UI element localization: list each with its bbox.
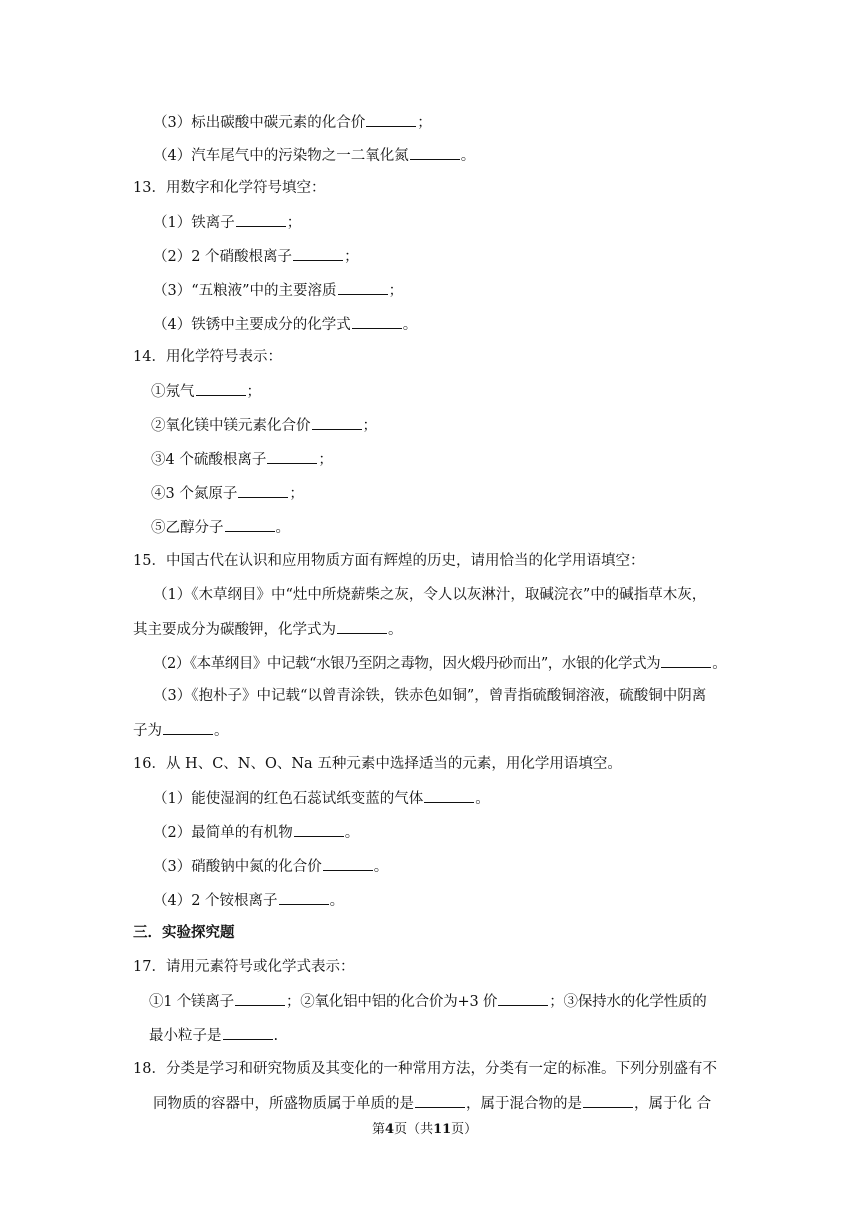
section-title: 三．实验探究题 (133, 925, 235, 941)
answer-blank[interactable] (366, 112, 416, 127)
q14-part4: ④3 个氮原子 ； (151, 483, 304, 503)
q17-prompt: 17．请用元素符号或化学式表示： (133, 959, 355, 975)
answer-blank[interactable] (279, 890, 329, 905)
answer-blank[interactable] (352, 314, 402, 329)
q18-line2: 同物质的容器中，所盛物质属于单质的是 ，属于混合物的是 ，属于化 合 (153, 1093, 711, 1113)
q14-part2: ②氧化镁中镁元素化合价 ； (151, 415, 377, 435)
answer-blank[interactable] (338, 280, 388, 295)
q17-line1: ①1 个镁离子 ；②氧化铝中铝的化合价为+3 价 ；③保持水的化学性质的 (149, 991, 707, 1011)
answer-blank[interactable] (312, 415, 362, 430)
answer-blank[interactable] (661, 653, 711, 668)
q14-part1: ①氖气 ； (151, 381, 261, 401)
answer-blank[interactable] (337, 619, 387, 634)
q16-part3: （3）硝酸钠中氮的化合价 。 (153, 856, 388, 876)
q13-prompt: 13．用数字和化学符号填空： (133, 180, 326, 196)
q14-part3: ③4 个硫酸根离子 ； (151, 449, 333, 469)
q15-part1-line2: 其主要成分为碳酸钾，化学式为 。 (133, 619, 403, 639)
q13-part3: （3）“五粮液”中的主要溶质 ； (153, 280, 403, 300)
answer-blank[interactable] (236, 212, 286, 227)
q12-part4: （4）汽车尾气中的污染物之一二氧化氮 。 (153, 145, 475, 165)
answer-blank[interactable] (410, 145, 460, 160)
q14-part5: ⑤乙醇分子 。 (151, 517, 290, 537)
page-number: 4 (385, 1122, 395, 1137)
q13-part4: （4）铁锈中主要成分的化学式 。 (153, 314, 417, 334)
answer-blank[interactable] (235, 991, 285, 1006)
answer-blank[interactable] (196, 381, 246, 396)
q12-part3: （3）标出碳酸中碳元素的化合价 ； (153, 112, 432, 132)
answer-blank[interactable] (424, 788, 474, 803)
answer-blank[interactable] (415, 1093, 465, 1108)
q15-part3-line1: （3）《抱朴子》中记载“以曾青涂铁，铁赤色如铜”，曾青指硫酸铜溶液，硫酸铜中阴离 (153, 688, 707, 704)
q16-part4: （4）2 个铵根离子 。 (153, 890, 344, 910)
page-total: 11 (433, 1122, 452, 1137)
answer-blank[interactable] (498, 991, 548, 1006)
q13-part2: （2）2 个硝酸根离子 ； (153, 246, 359, 266)
answer-blank[interactable] (293, 246, 343, 261)
answer-blank[interactable] (238, 483, 288, 498)
answer-blank[interactable] (583, 1093, 633, 1108)
answer-blank[interactable] (267, 449, 317, 464)
q16-part2: （2）最简单的有机物 。 (153, 822, 359, 842)
q13-part1: （1）铁离子 ； (153, 212, 301, 232)
q15-part3-line2: 子为 。 (133, 720, 229, 740)
q16-part1: （1）能使湿润的红色石蕊试纸变蓝的气体 。 (153, 788, 490, 808)
answer-blank[interactable] (294, 822, 344, 837)
answer-blank[interactable] (163, 720, 213, 735)
q17-line2: 最小粒子是 . (149, 1025, 278, 1045)
q15-part2: （2）《本革纲目》中记载“水银乃至阴之毒物，因火煅丹砂而出”，水银的化学式为 。 (153, 653, 726, 673)
q15-prompt: 15．中国古代在认识和应用物质方面有辉煌的历史，请用恰当的化学用语填空： (133, 553, 645, 569)
answer-blank[interactable] (223, 1025, 273, 1040)
q16-prompt: 16．从 H、C、N、O、Na 五种元素中选择适当的元素，用化学用语填空。 (133, 756, 622, 772)
answer-blank[interactable] (323, 856, 373, 871)
q18-line1: 18．分类是学习和研究物质及其变化的一种常用方法，分类有一定的标准。下列分别盛有不 (133, 1061, 717, 1077)
answer-blank[interactable] (225, 517, 275, 532)
page-footer: 第4页（共11页） (372, 1122, 478, 1137)
q14-prompt: 14．用化学符号表示： (133, 349, 282, 365)
q15-part1-line1: （1）《木草纲目》中“灶中所烧薪柴之灰，令人以灰淋汁，取碱浣衣”中的碱指草木灰， (153, 587, 707, 603)
